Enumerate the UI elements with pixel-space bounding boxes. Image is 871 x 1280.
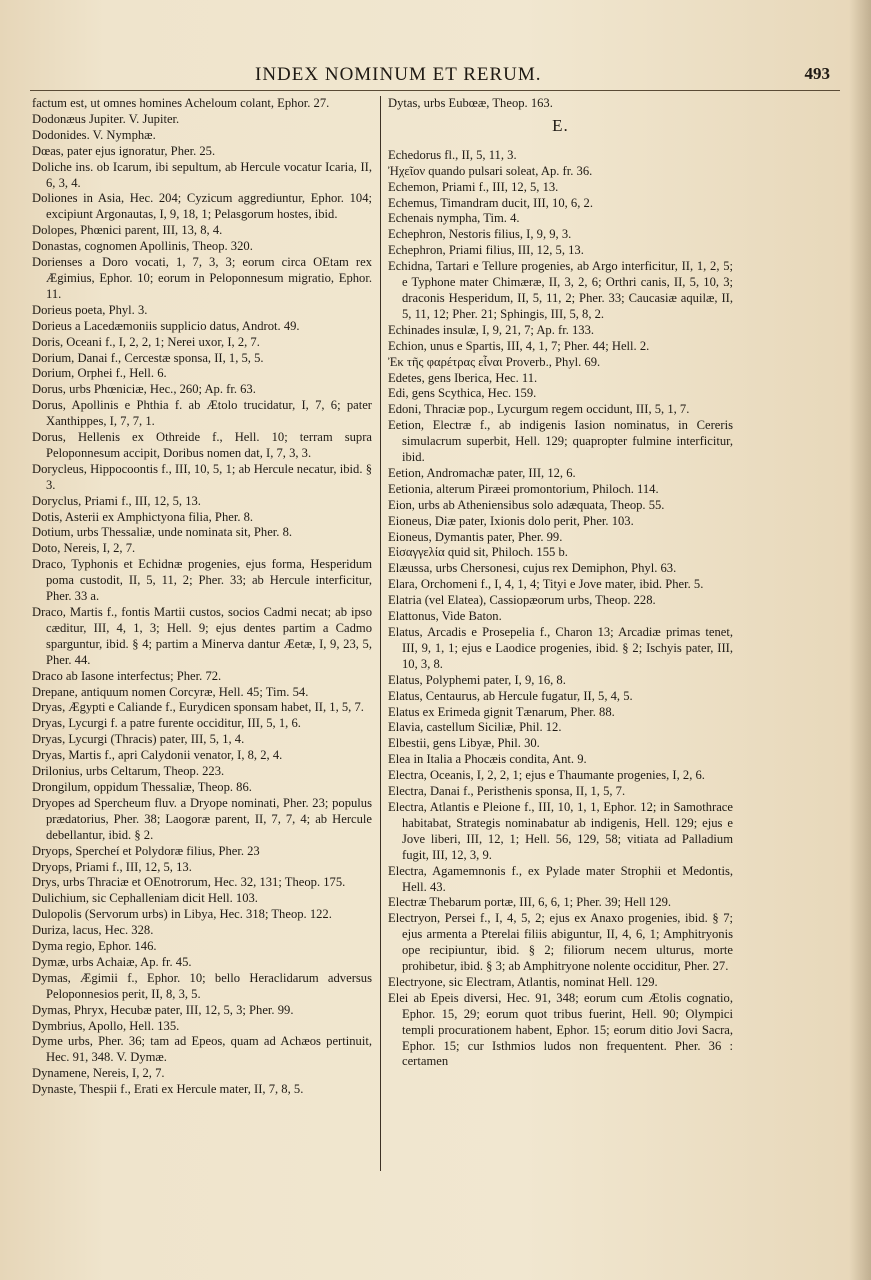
index-entry: Elara, Orchomeni f., I, 4, 1, 4; Tityi e Jove mater, ibid. Pher. 5. <box>388 577 704 592</box>
index-entry: Dœas, pater ejus ignoratur, Pher. 25. <box>32 143 216 158</box>
index-entry: Dorus, urbs Phœniciæ, Hec., 260; Ap. fr. 63. <box>32 382 256 397</box>
index-entry: Drepane, antiquum nomen Corcyræ, Hell. 45; Tim. 54. <box>32 684 309 699</box>
index-column-right <box>388 96 733 1070</box>
index-column-left <box>32 96 372 1098</box>
index-entry: Eioneus, Dymantis pater, Pher. 99. <box>388 529 563 544</box>
index-entry: Electra, Danai f., Peristhenis sponsa, II, 1, 5, 7. <box>388 784 626 799</box>
index-entry: Electra, Oceanis, I, 2, 2, 1; ejus e Thaumante progenies, I, 2, 6. <box>388 768 705 783</box>
index-entry: Doryclus, Priami f., III, 12, 5, 13. <box>32 493 201 508</box>
index-entry: Drys, urbs Thraciæ et OEnotrorum, Hec. 32, 131; Theop. 175. <box>32 875 346 890</box>
page-gutter-shadow <box>849 0 871 1280</box>
index-entry: Dorus, Hellenis ex Othreide f., Hell. 10; terram supra Peloponnesum accipit, Doribus nomen dat, I, 7, 3, 3. <box>32 430 372 460</box>
page-number: 493 <box>804 64 830 83</box>
index-entry: Draco, Typhonis et Echidnæ progenies, ejus forma, Hesperidum poma custodit, II, 5, 11, 2; Pher. 33; ab Hercule interficitur, Pher. 33 a. <box>32 557 372 604</box>
header-rule <box>30 90 840 91</box>
index-entry: Dynamene, Nereis, I, 2, 7. <box>32 1066 165 1081</box>
index-entry: Elatria (vel Elatea), Cassiopæorum urbs, Theop. 228. <box>388 593 656 608</box>
index-entry: Doliche ins. ob Icarum, ibi sepultum, ab Hercule vocatur Icaria, II, 6, 3, 4. <box>32 159 372 190</box>
index-entry: Dorieus poeta, Phyl. 3. <box>32 302 148 317</box>
index-entry: Dryopes ad Spercheum fluv. a Dryope nominati, Pher. 23; populus prædatorius, Pher. 38; Laogoræ parent, II, 7, 7, 4; ab Hercule debellantur, ibid. § 2. <box>32 795 372 842</box>
index-entry: Elei ab Epeis diversi, Hec. 91, 348; eorum cum Ætolis cognatio, Ephor. 15, 29; eorum quot tribus fuerint, Hell. 90; Olympici templi procurationem habent, Ephor. 15; eorum ditio Jovi Sacra, Ephor. 15; cur Isthmios ludos non frequentent. Pher. 36 : certamen <box>388 990 733 1069</box>
index-entry: Edoni, Thraciæ pop., Lycurgum regem occidunt, III, 5, 1, 7. <box>388 402 690 417</box>
index-entry: Dryops, Priami f., III, 12, 5, 13. <box>32 859 192 874</box>
index-entry: Electra, Atlantis e Pleione f., III, 10, 1, 1, Ephor. 12; in Samothrace habitabat, Strategis nominabatur ab indigenis, Hell. 129; ejus e Jove liberi, III, 12, 1; Hell. 56, 129, 58; vitiata ad Palladium fugit, III, 12, 3, 9. <box>388 799 733 862</box>
index-entry: Dorienses a Doro vocati, 1, 7, 3, 3; eorum circa OEtam rex Ægimius, Ephor. 10; eorum in Peloponnesum migratio, Ephor. 11. <box>32 255 372 301</box>
index-entry: Echion, unus e Spartis, III, 4, 1, 7; Pher. 44; Hell. 2. <box>388 338 650 353</box>
index-entry: Dymas, Phryx, Hecubæ pater, III, 12, 5, 3; Pher. 99. <box>32 1002 294 1017</box>
letter-heading: E. <box>552 115 569 135</box>
index-entry: Eetion, Andromachæ pater, III, 12, 6. <box>388 465 576 480</box>
index-entries-e <box>388 148 733 1071</box>
index-entry: Dryops, Spercheí et Polydoræ filius, Pher. 23 <box>32 843 260 858</box>
index-entry: Echemus, Timandram ducit, III, 10, 6, 2. <box>388 195 593 210</box>
index-entry: Eioneus, Diæ pater, Ixionis dolo perit, Pher. 103. <box>388 513 634 528</box>
index-entry: Dryas, Lycurgi (Thracis) pater, III, 5, 1, 4. <box>32 732 245 747</box>
index-entry: Elatus, Polyphemi pater, I, 9, 16, 8. <box>388 672 566 687</box>
index-entry: Draco ab Iasone interfectus; Pher. 72. <box>32 668 222 683</box>
index-entry: Duriza, lacus, Hec. 328. <box>32 923 154 938</box>
index-entry: Dodonides. V. Nymphæ. <box>32 127 156 142</box>
index-entry: Dorium, Danai f., Cercestæ sponsa, II, 1, 5, 5. <box>32 350 264 365</box>
index-entry: Dynaste, Thespii f., Erati ex Hercule mater, II, 7, 8, 5. <box>32 1082 304 1097</box>
column-divider <box>380 96 381 1171</box>
index-entry: Elattonus, Vide Baton. <box>388 609 502 624</box>
index-entry: Dotium, urbs Thessaliæ, unde nominata sit, Pher. 8. <box>32 525 293 540</box>
index-entry: Electræ Thebarum portæ, III, 6, 6, 1; Pher. 39; Hell 129. <box>388 895 672 910</box>
index-entry: Echephron, Nestoris filius, I, 9, 9, 3. <box>388 227 572 242</box>
index-entry: Elbestii, gens Libyæ, Phil. 30. <box>388 736 540 751</box>
index-entry: Dodonæus Jupiter. V. Jupiter. <box>32 111 180 126</box>
index-entry: Elatus ex Erimeda gignit Tænarum, Pher. 88. <box>388 704 615 719</box>
index-entry: Dryas, Ægypti e Caliande f., Eurydicen sponsam habet, II, 1, 5, 7. <box>32 700 364 715</box>
index-entry: Dulichium, sic Cephalleniam dicit Hell. 103. <box>32 891 258 906</box>
index-entry: Echidna, Tartari e Tellure progenies, ab Argo interficitur, II, 1, 2, 5; e Typhone mater Chimæræ, II, 3, 2, 6; Orthri canis, II, 5, 10, 3; draconis Hesperidum, II, 5, 11, 2; Pher. 33; Caucasiæ aquilæ, II, 5, 11, 12; Pher. 21; Sphingis, III, 5, 8, 2. <box>388 259 733 321</box>
page-header <box>30 64 830 90</box>
index-entry: Eetion, Electræ f., ab indigenis Iasion nominatus, in Cereris simulacrum superbit, Hell. 129; quapropter fulmine interficitur, ibid. <box>388 418 733 465</box>
index-entry: Eetionia, alterum Piræei promontorium, Philoch. 114. <box>388 481 659 496</box>
index-entry: factum est, ut omnes homines Acheloum colant, Ephor. 27. <box>32 96 330 110</box>
index-entry: Dotis, Asterii ex Amphictyona filia, Pher. 8. <box>32 509 254 524</box>
index-entry: Dyma regio, Ephor. 146. <box>32 939 157 954</box>
index-entry: Dorycleus, Hippocoontis f., III, 10, 5, 1; ab Hercule necatur, ibid. § 3. <box>32 461 372 492</box>
index-entry: Dryas, Lycurgi f. a patre furente occiditur, III, 5, 1, 6. <box>32 716 301 731</box>
index-entry: Echinades insulæ, I, 9, 21, 7; Ap. fr. 133. <box>388 322 595 337</box>
running-title: INDEX NOMINUM ET RERUM. <box>255 64 542 85</box>
index-entry: Drongilum, oppidum Thessaliæ, Theop. 86. <box>32 779 252 794</box>
index-entry: Echephron, Priami filius, III, 12, 5, 13. <box>388 243 584 258</box>
index-entry: Echedorus fl., II, 5, 11, 3. <box>388 147 517 162</box>
index-entry: Donastas, cognomen Apollinis, Theop. 320. <box>32 239 253 254</box>
index-entry: Elavia, castellum Siciliæ, Phil. 12. <box>388 720 562 735</box>
index-entry: Echemon, Priami f., III, 12, 5, 13. <box>388 179 559 194</box>
index-entry: Edetes, gens Iberica, Hec. 11. <box>388 370 538 385</box>
index-entry: Dorium, Orphei f., Hell. 6. <box>32 366 167 381</box>
index-entry: Doris, Oceani f., I, 2, 2, 1; Nerei uxor, I, 2, 7. <box>32 334 260 349</box>
index-entry: Elatus, Arcadis e Prosepelia f., Charon 13; Arcadiæ primas tenet, III, 9, 1, 1; ejus e Laodice progenies, ibid. § 2; Ischyis pater, III, 10, 3, 8. <box>388 625 733 671</box>
index-entry: Εἰσαγγελία quid sit, Philoch. 155 b. <box>388 545 568 560</box>
index-entry: Doto, Nereis, I, 2, 7. <box>32 541 136 556</box>
index-entry: Electra, Agamemnonis f., ex Pylade mater Strophii et Medontis, Hell. 43. <box>388 863 733 894</box>
index-entry: Dryas, Martis f., apri Calydonii venator, I, 8, 2, 4. <box>32 748 283 763</box>
index-entry: Dorus, Apollinis e Phthia f. ab Ætolo trucidatur, I, 7, 6; pater Xanthippes, I, 7, 7, 1. <box>32 398 372 429</box>
index-entry: Draco, Martis f., fontis Martii custos, socios Cadmi necat; ab ipso cæditur, III, 4, 1, 3; Hell. 9; ejus dentes partim a Cadmo sparguntur, ibid. § 4; partim a Minerva dantur Æetæ, I, 9, 23, 5, Pher. 44. <box>32 605 372 667</box>
index-entry: Edi, gens Scythica, Hec. 159. <box>388 386 537 401</box>
index-entry: Elatus, Centaurus, ab Hercule fugatur, II, 5, 4, 5. <box>388 688 633 703</box>
index-entry: Dulopolis (Servorum urbs) in Libya, Hec. 318; Theop. 122. <box>32 907 332 922</box>
index-entry: Eion, urbs ab Atheniensibus solo adæquata, Theop. 55. <box>388 497 665 512</box>
index-entry: Dolopes, Phœnici parent, III, 13, 8, 4. <box>32 223 223 238</box>
index-entry: Electryon, Persei f., I, 4, 5, 2; ejus ex Anaxo progenies, ibid. § 7; ejus armenta a Pterelai filiis abiguntur, II, 4, 6, 1; Amphitryonis ope recipiuntur, ibid. § 2; filiorum necem ulturus, morte prohibetur, ibid. § 3; ab Amphitryone nolente occiditur, Pher. 27. <box>388 911 733 974</box>
index-entry: Drilonius, urbs Celtarum, Theop. 223. <box>32 764 225 779</box>
index-entry: Elea in Italia a Phocæis condita, Ant. 9. <box>388 752 587 767</box>
index-entry: Ἠχεῖον quando pulsari soleat, Ap. fr. 36. <box>388 163 593 178</box>
index-entry: Dymæ, urbs Achaiæ, Ap. fr. 45. <box>32 954 192 969</box>
index-entry: Dytas, urbs Eubœæ, Theop. 163. <box>388 96 553 110</box>
index-entry: Ἐκ τῆς φαρέτρας εἶναι Proverb., Phyl. 69. <box>388 354 601 369</box>
index-entry: Dymbrius, Apollo, Hell. 135. <box>32 1018 180 1033</box>
index-entry: Dorieus a Lacedæmoniis supplicio datus, Androt. 49. <box>32 318 300 333</box>
index-entry: Echenais nympha, Tim. 4. <box>388 211 520 226</box>
index-entry: Elæussa, urbs Chersonesi, cujus rex Demiphon, Phyl. 63. <box>388 561 677 576</box>
index-entry: Doliones in Asia, Hec. 204; Cyzicum aggrediuntur, Ephor. 104; excipiunt Argonautas, I, 9, 18, 1; Pelasgorum hostes, ibid. <box>32 191 372 222</box>
index-entry: Dyme urbs, Pher. 36; tam ad Epeos, quam ad Achæos pertinuit, Hec. 91, 348. V. Dymæ. <box>32 1034 372 1065</box>
index-entry: Dymas, Ægimii f., Ephor. 10; bello Heraclidarum adversus Peloponnesios perit, II, 8, 3, 5. <box>32 970 372 1001</box>
index-entry: Electryone, sic Electram, Atlantis, nominat Hell. 129. <box>388 974 658 989</box>
